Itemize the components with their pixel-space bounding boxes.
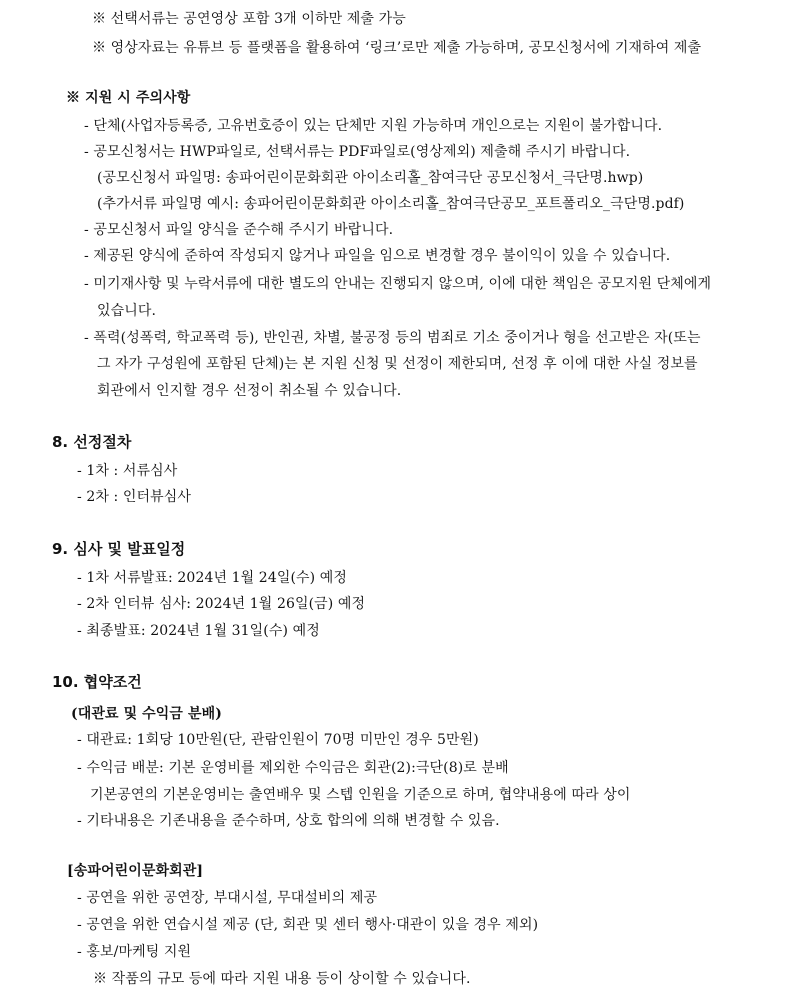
- list-item: - 홍보/마케팅 지원: [77, 944, 192, 960]
- top-note: ※ 선택서류는 공연영상 포함 3개 이하만 제출 가능: [92, 11, 406, 27]
- section-heading: 8. 선정절차: [52, 433, 132, 451]
- list-item: - 공연을 위한 연습시설 제공 (단, 회관 및 센터 행사·대관이 있을 경우 제외): [77, 917, 539, 933]
- caution-line: - 제공된 양식에 준하여 작성되지 않거나 파일을 임으로 변경할 경우 불이익이 있을 수 있습니다.: [84, 248, 671, 264]
- list-item: - 2차 인터뷰 심사: 2024년 1월 26일(금) 예정: [77, 596, 366, 612]
- list-item: - 1차 : 서류심사: [77, 463, 178, 479]
- top-note: ※ 영상자료는 유튜브 등 플랫폼을 활용하여 ‘링크’로만 제출 가능하며, 공모신청서에 기재하여 제출: [92, 40, 702, 56]
- caution-line: - 미기재사항 및 누락서류에 대한 별도의 안내는 진행되지 않으며, 이에 대한 책임은 공모지원 단체에게: [84, 276, 712, 292]
- list-item: - 2차 : 인터뷰심사: [77, 489, 192, 505]
- caution-line: (추가서류 파일명 예시: 송파어린이문화회관 아이소리홀_참여극단공모_포트폴리오_극단명.pdf): [97, 196, 685, 212]
- list-item: - 1차 서류발표: 2024년 1월 24일(수) 예정: [77, 570, 347, 586]
- caution-line: - 폭력(성폭력, 학교폭력 등), 반인권, 차별, 불공정 등의 범죄로 기소 중이거나 형을 선고받은 자(또는: [84, 330, 701, 346]
- list-item: - 기타내용은 기존내용을 준수하며, 상호 합의에 의해 변경할 수 있음.: [77, 813, 500, 829]
- center-heading: [송파어린이문화회관]: [67, 863, 204, 879]
- section-subheading: (대관료 및 수익금 분배): [71, 706, 222, 722]
- caution-line: - 공모신청서 파일 양식을 준수해 주시기 바랍니다.: [84, 222, 394, 238]
- list-item: ※ 작품의 규모 등에 따라 지원 내용 등이 상이할 수 있습니다.: [93, 971, 471, 987]
- list-item: - 수익금 배분: 기본 운영비를 제외한 수익금은 회관(2):극단(8)로 분배: [77, 760, 509, 776]
- list-item: - 최종발표: 2024년 1월 31일(수) 예정: [77, 623, 320, 639]
- caution-line: - 단체(사업자등록증, 고유번호증이 있는 단체만 지원 가능하며 개인으로는 지원이 불가합니다.: [84, 118, 663, 134]
- caution-line: 그 자가 구성원에 포함된 단체)는 본 지원 신청 및 선정이 제한되며, 선정 후 이에 대한 사실 정보를: [97, 356, 698, 372]
- caution-line: (공모신청서 파일명: 송파어린이문화회관 아이소리홀_참여극단 공모신청서_극단명.hwp): [97, 170, 644, 186]
- section-heading: 9. 심사 및 발표일정: [52, 540, 186, 558]
- caution-line: - 공모신청서는 HWP파일로, 선택서류는 PDF파일로(영상제외) 제출해 주시기 바랍니다.: [84, 144, 631, 160]
- caution-line: 회관에서 인지할 경우 선정이 취소될 수 있습니다.: [97, 383, 402, 399]
- caution-line: 있습니다.: [97, 303, 157, 319]
- section-heading: 10. 협약조건: [52, 673, 142, 691]
- list-item: - 대관료: 1회당 10만원(단, 관람인원이 70명 미만인 경우 5만원): [77, 732, 479, 748]
- cautions-heading: ※ 지원 시 주의사항: [66, 90, 191, 106]
- list-item: - 공연을 위한 공연장, 부대시설, 무대설비의 제공: [77, 890, 378, 906]
- list-item: 기본공연의 기본운영비는 출연배우 및 스텝 인원을 기준으로 하며, 협약내용에 따라 상이: [90, 787, 631, 803]
